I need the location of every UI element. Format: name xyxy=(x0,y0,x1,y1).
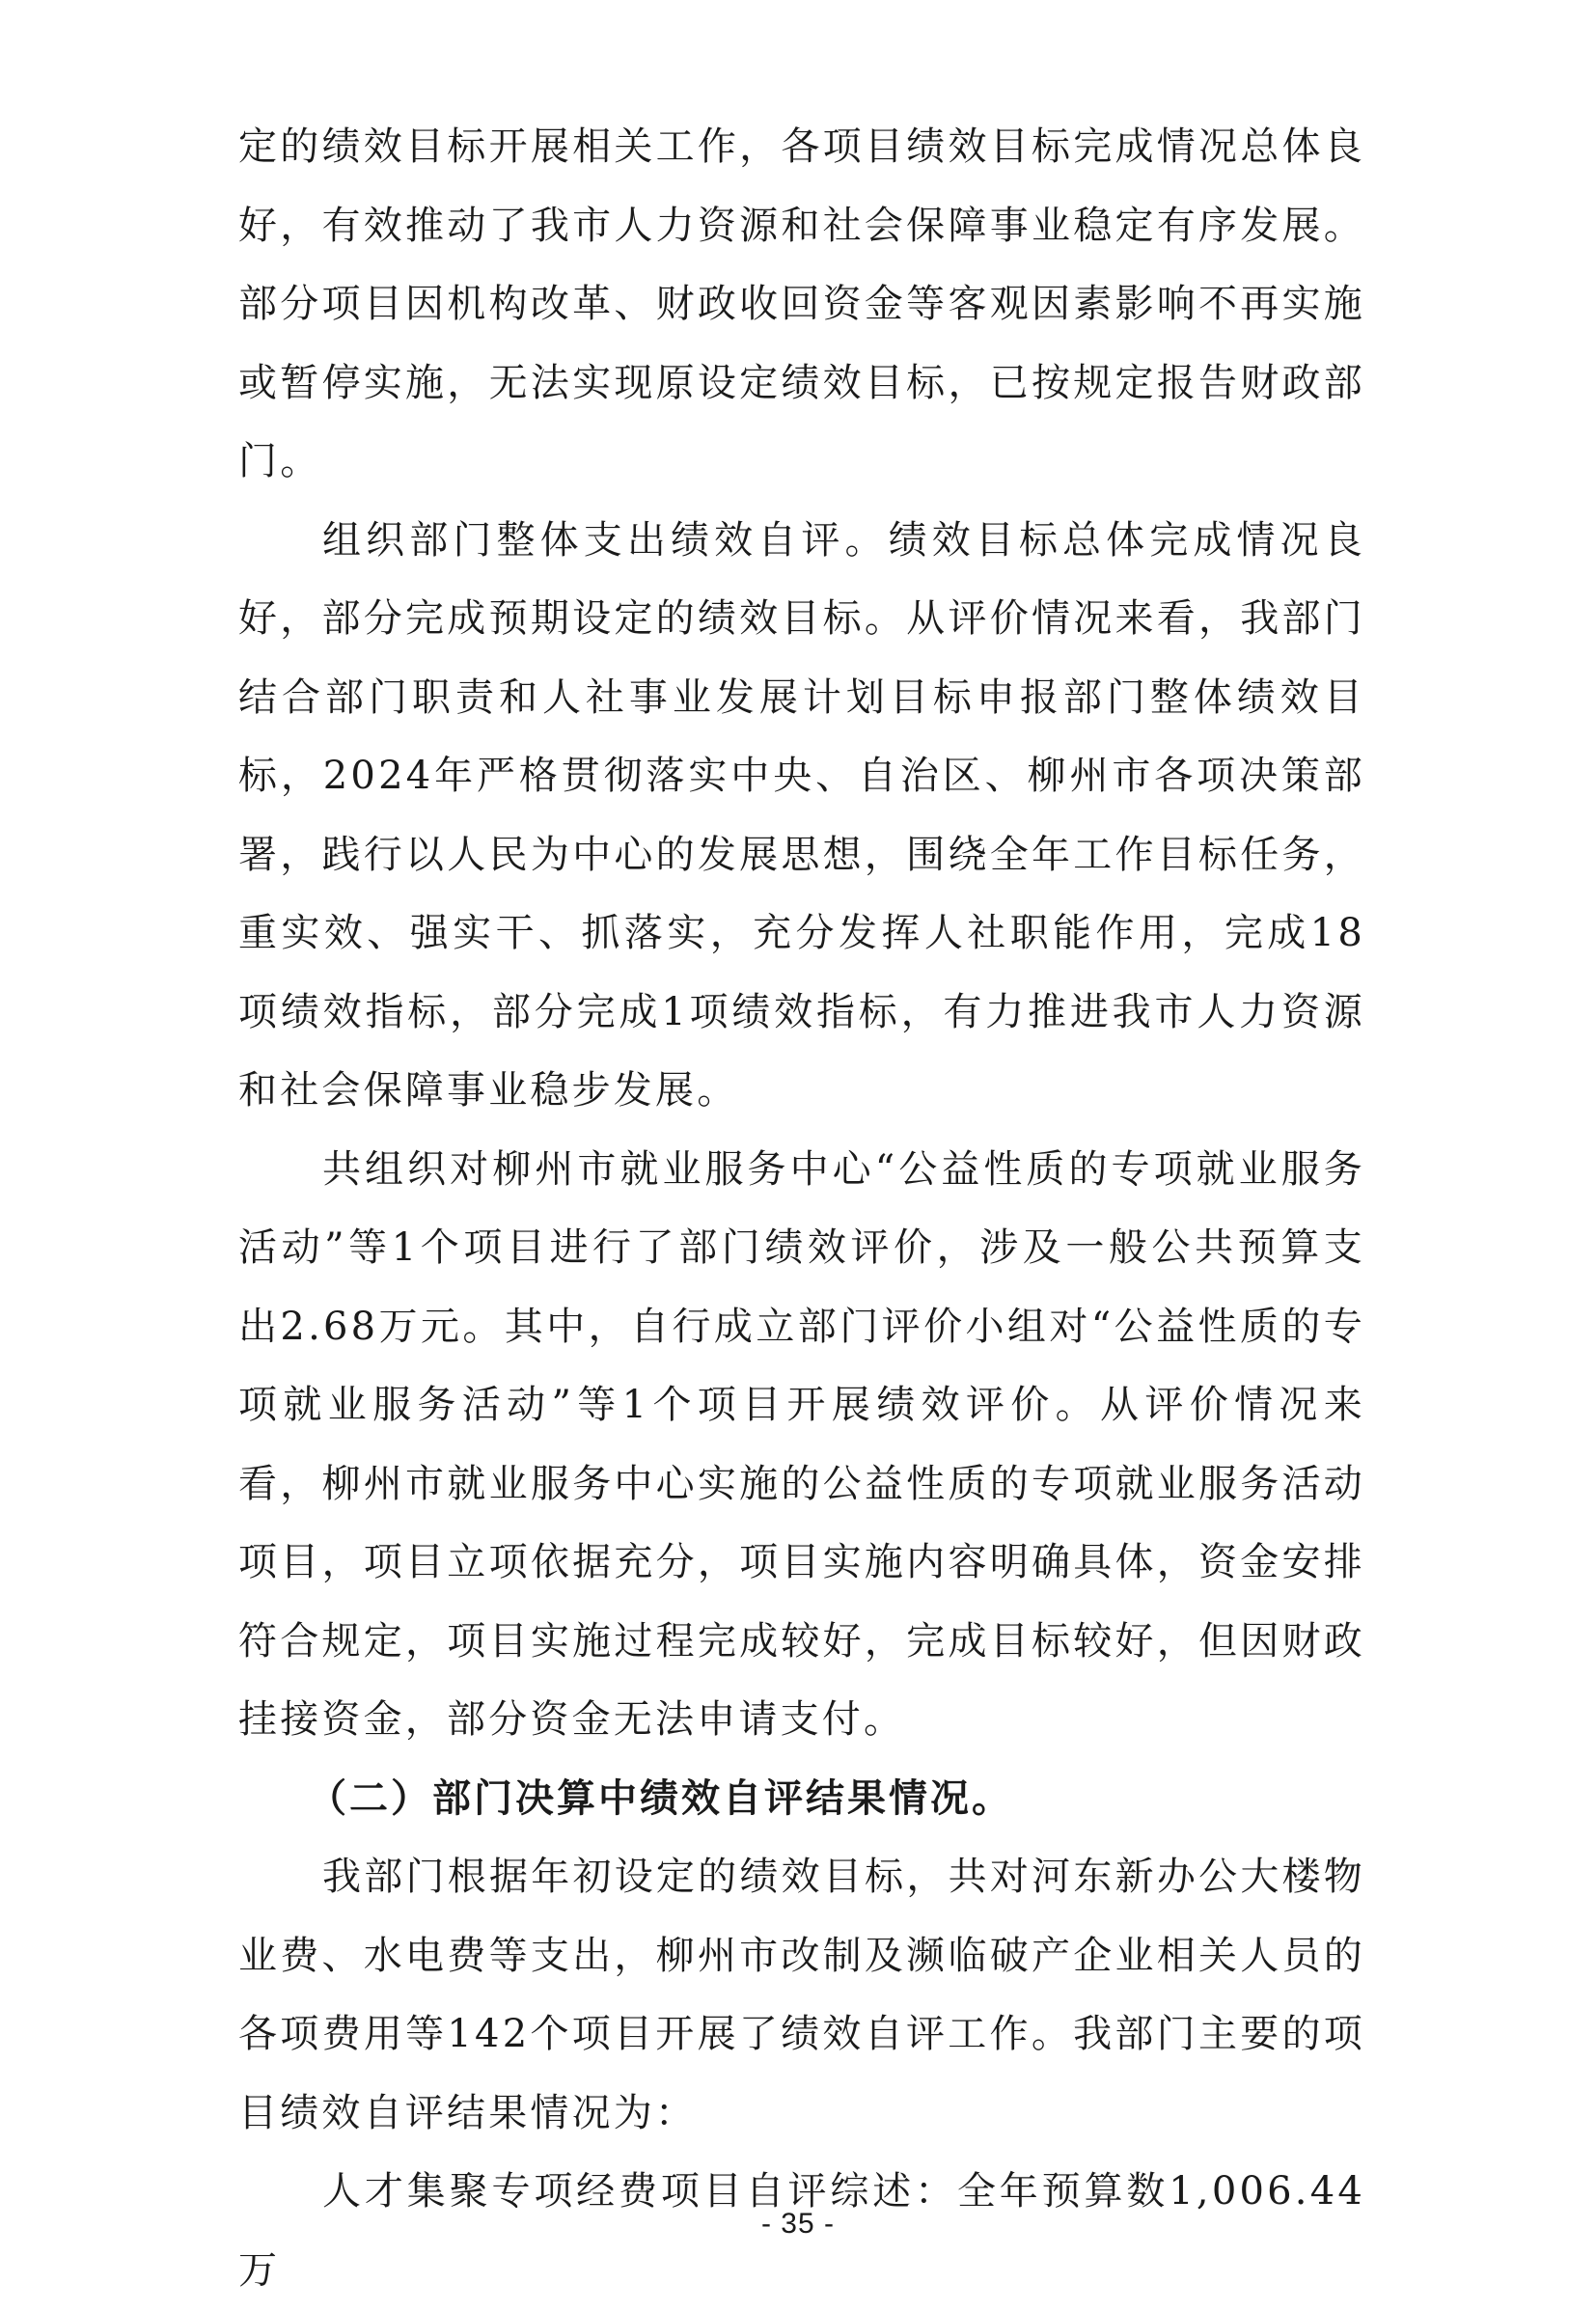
paragraph-final-accounts-self-evaluation: 我部门根据年初设定的绩效目标，共对河东新办公大楼物业费、水电费等支出，柳州市改制及濒临破产企业相关人员的各项费用等142个项目开展了绩效自评工作。我部门主要的项目绩效自评结果情况为： xyxy=(238,1855,1365,2135)
paragraph-department-overall-self-evaluation: 组织部门整体支出绩效自评。绩效目标总体完成情况良好，部分完成预期设定的绩效目标。从评价情况来看，我部门结合部门职责和人社事业发展计划目标申报部门整体绩效目标，2024年严格贯彻落实中央、自治区、柳州市各项决策部署，践行以人民为中心的发展思想，围绕全年工作目标任务，重实效、强实干、抓落实，充分发挥人社职能作用，完成18项绩效指标，部分完成1项绩效指标，有力推进我市人力资源和社会保障事业稳步发展。 xyxy=(238,517,1365,1113)
document-body xyxy=(238,108,1365,2310)
section-heading: （二）部门决算中绩效自评结果情况。 xyxy=(308,1775,1013,1821)
page-number: - 35 - xyxy=(760,2208,836,2240)
paragraph-talent-fund-summary: 人才集聚专项经费项目自评综述：全年预算数1,006.44万 xyxy=(238,2169,1365,2293)
paragraph-continued-performance-goals: 定的绩效目标开展相关工作，各项目绩效目标完成情况总体良好，有效推动了我市人力资源和社会保障事业稳定有序发展。部分项目因机构改革、财政收回资金等客观因素影响不再实施或暂停实施，无法实现原设定绩效目标，已按规定报告财政部门。 xyxy=(238,124,1365,483)
paragraph-employment-service-evaluation: 共组织对柳州市就业服务中心“公益性质的专项就业服务活动”等1个项目进行了部门绩效评价，涉及一般公共预算支出2.68万元。其中，自行成立部门评价小组对“公益性质的专项就业服务活动”等1个项目开展绩效评价。从评价情况来看，柳州市就业服务中心实施的公益性质的专项就业服务活动项目，项目立项依据充分，项目实施内容明确具体，资金安排符合规定，项目实施过程完成较好，完成目标较好，但因财政挂接资金，部分资金无法申请支付。 xyxy=(238,1146,1365,1742)
